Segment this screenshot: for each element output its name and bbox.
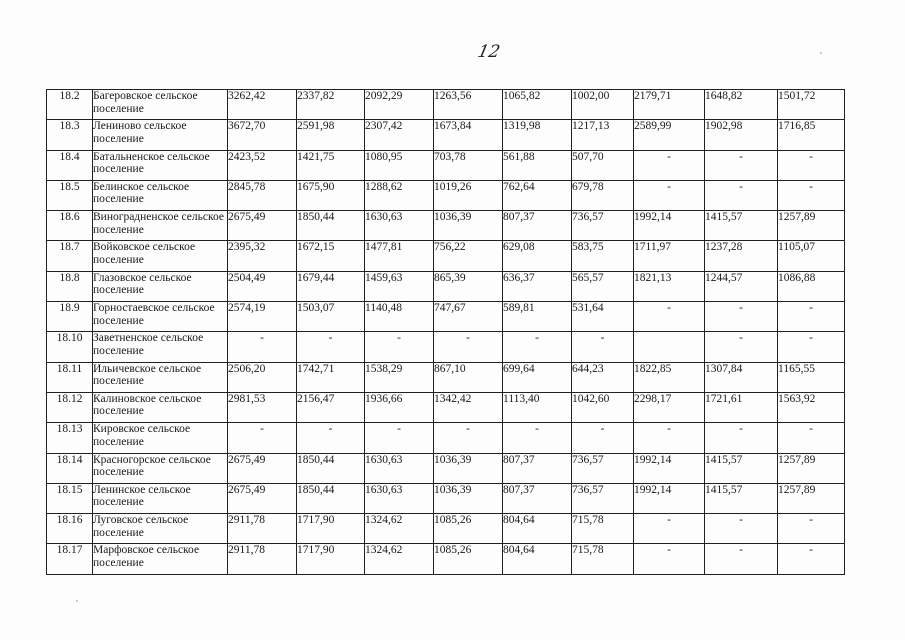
value-cell: 1648,82: [705, 90, 778, 120]
settlement-name: Ильичевское сельское поселение: [93, 362, 228, 392]
value-cell: 1086,88: [778, 271, 845, 301]
value-cell: 1563,92: [778, 392, 845, 422]
value-cell: 1717,90: [297, 514, 365, 544]
value-cell: 1288,62: [365, 180, 434, 210]
settlement-name: Белинское сельское поселение: [93, 180, 228, 210]
value-cell: 636,37: [503, 271, 572, 301]
value-cell: 2307,42: [365, 120, 434, 150]
settlement-name: Ленинское сельское поселение: [93, 483, 228, 513]
value-cell: -: [705, 423, 778, 453]
value-cell: 1742,71: [297, 362, 365, 392]
table-row: [47, 514, 845, 544]
value-cell: 1538,29: [365, 362, 434, 392]
value-cell: -: [778, 514, 845, 544]
value-cell: 2675,49: [228, 211, 297, 241]
table-row: [47, 392, 845, 422]
table-row: [47, 362, 845, 392]
value-cell: 1415,57: [705, 453, 778, 483]
value-cell: 807,37: [503, 483, 572, 513]
value-cell: 561,88: [503, 150, 572, 180]
value-cell: 1459,63: [365, 271, 434, 301]
settlement-name: Калиновское сельское поселение: [93, 392, 228, 422]
row-number: 18.11: [47, 362, 93, 392]
value-cell: 1319,98: [503, 120, 572, 150]
settlement-name: Марфовское сельское поселение: [93, 544, 228, 574]
value-cell: 1263,56: [434, 90, 503, 120]
value-cell: 1140,48: [365, 302, 434, 332]
value-cell: 589,81: [503, 302, 572, 332]
value-cell: -: [365, 332, 434, 362]
value-cell: 2506,20: [228, 362, 297, 392]
row-number: 18.3: [47, 120, 93, 150]
settlement-name: Войковское сельское поселение: [93, 241, 228, 271]
value-cell: 1675,90: [297, 180, 365, 210]
value-cell: 1630,63: [365, 483, 434, 513]
value-cell: 2845,78: [228, 180, 297, 210]
value-cell: 565,57: [572, 271, 634, 301]
value-cell: 699,64: [503, 362, 572, 392]
value-cell: -: [434, 332, 503, 362]
value-cell: 1679,44: [297, 271, 365, 301]
value-cell: 1237,28: [705, 241, 778, 271]
value-cell: -: [228, 423, 297, 453]
value-cell: 2179,71: [634, 90, 705, 120]
value-cell: 736,57: [572, 483, 634, 513]
value-cell: -: [705, 180, 778, 210]
value-cell: 1902,98: [705, 120, 778, 150]
value-cell: 867,10: [434, 362, 503, 392]
value-cell: 1415,57: [705, 211, 778, 241]
value-cell: -: [434, 423, 503, 453]
table-row: [47, 302, 845, 332]
row-number: 18.17: [47, 544, 93, 574]
page-number: 12: [475, 42, 502, 62]
row-number: 18.7: [47, 241, 93, 271]
value-cell: -: [634, 302, 705, 332]
value-cell: -: [572, 423, 634, 453]
value-cell: 1673,84: [434, 120, 503, 150]
value-cell: 1324,62: [365, 544, 434, 574]
value-cell: -: [778, 544, 845, 574]
value-cell: 1065,82: [503, 90, 572, 120]
value-cell: 1721,61: [705, 392, 778, 422]
value-cell: 1165,55: [778, 362, 845, 392]
value-cell: 1630,63: [365, 211, 434, 241]
value-cell: 644,23: [572, 362, 634, 392]
value-cell: 1711,97: [634, 241, 705, 271]
row-number: 18.9: [47, 302, 93, 332]
value-cell: 3262,42: [228, 90, 297, 120]
table-row: [47, 332, 845, 362]
value-cell: -: [705, 514, 778, 544]
value-cell: -: [503, 332, 572, 362]
value-cell: 756,22: [434, 241, 503, 271]
value-cell: -: [705, 302, 778, 332]
value-cell: 2298,17: [634, 392, 705, 422]
value-cell: 762,64: [503, 180, 572, 210]
table-row: [47, 483, 845, 513]
row-number: 18.5: [47, 180, 93, 210]
settlement-name: Виноградненское сельское поселение: [93, 211, 228, 241]
value-cell: 736,57: [572, 211, 634, 241]
value-cell: 736,57: [572, 453, 634, 483]
value-cell: 1085,26: [434, 544, 503, 574]
value-cell: 1307,84: [705, 362, 778, 392]
value-cell: 1415,57: [705, 483, 778, 513]
value-cell: -: [778, 180, 845, 210]
value-cell: 1850,44: [297, 211, 365, 241]
value-cell: -: [634, 180, 705, 210]
row-number: 18.15: [47, 483, 93, 513]
value-cell: -: [297, 423, 365, 453]
value-cell: 1992,14: [634, 211, 705, 241]
value-cell: 1672,15: [297, 241, 365, 271]
value-cell: 804,64: [503, 544, 572, 574]
table-row: [47, 241, 845, 271]
value-cell: 1002,00: [572, 90, 634, 120]
row-number: 18.13: [47, 423, 93, 453]
settlement-name: Горностаевское сельское поселение: [93, 302, 228, 332]
value-cell: -: [634, 150, 705, 180]
value-cell: -: [365, 423, 434, 453]
row-number: 18.2: [47, 90, 93, 120]
value-cell: 2589,99: [634, 120, 705, 150]
value-cell: 583,75: [572, 241, 634, 271]
settlement-name: Багеровское сельское поселение: [93, 90, 228, 120]
value-cell: 1257,89: [778, 453, 845, 483]
value-cell: -: [705, 332, 778, 362]
settlement-name: Красногорское сельское поселение: [93, 453, 228, 483]
value-cell: 1257,89: [778, 483, 845, 513]
value-cell: 2675,49: [228, 483, 297, 513]
value-cell: 1085,26: [434, 514, 503, 544]
value-cell: -: [228, 332, 297, 362]
value-cell: 1936,66: [365, 392, 434, 422]
value-cell: -: [297, 332, 365, 362]
value-cell: 531,64: [572, 302, 634, 332]
value-cell: 507,70: [572, 150, 634, 180]
value-cell: -: [778, 302, 845, 332]
value-cell: 2911,78: [228, 514, 297, 544]
row-number: 18.12: [47, 392, 93, 422]
value-cell: 747,67: [434, 302, 503, 332]
value-cell: 1477,81: [365, 241, 434, 271]
value-cell: 1850,44: [297, 483, 365, 513]
value-cell: 1036,39: [434, 453, 503, 483]
value-cell: 1717,90: [297, 544, 365, 574]
value-cell: -: [634, 423, 705, 453]
value-cell: 2092,29: [365, 90, 434, 120]
value-cell: 1042,60: [572, 392, 634, 422]
value-cell: 1244,57: [705, 271, 778, 301]
value-cell: -: [634, 514, 705, 544]
value-cell: 2911,78: [228, 544, 297, 574]
value-cell: 2981,53: [228, 392, 297, 422]
value-cell: 1217,13: [572, 120, 634, 150]
value-cell: 1716,85: [778, 120, 845, 150]
value-cell: [634, 332, 705, 362]
value-cell: 1822,85: [634, 362, 705, 392]
value-cell: 1850,44: [297, 453, 365, 483]
value-cell: 2337,82: [297, 90, 365, 120]
value-cell: 1019,26: [434, 180, 503, 210]
row-number: 18.14: [47, 453, 93, 483]
row-number: 18.6: [47, 211, 93, 241]
row-number: 18.8: [47, 271, 93, 301]
value-cell: -: [778, 423, 845, 453]
row-number: 18.16: [47, 514, 93, 544]
settlement-name: Луговское сельское поселение: [93, 514, 228, 544]
value-cell: 1342,42: [434, 392, 503, 422]
value-cell: 2395,32: [228, 241, 297, 271]
value-cell: 679,78: [572, 180, 634, 210]
table-body: [47, 90, 845, 575]
row-number: 18.10: [47, 332, 93, 362]
value-cell: -: [634, 544, 705, 574]
scan-speck: [76, 600, 78, 602]
value-cell: 1324,62: [365, 514, 434, 544]
value-cell: 715,78: [572, 544, 634, 574]
table-row: [47, 150, 845, 180]
value-cell: 1501,72: [778, 90, 845, 120]
value-cell: 1421,75: [297, 150, 365, 180]
table-row: [47, 180, 845, 210]
table-row: [47, 423, 845, 453]
table-row: [47, 120, 845, 150]
value-cell: -: [705, 544, 778, 574]
value-cell: 865,39: [434, 271, 503, 301]
settlement-name: Батальненское сельское поселение: [93, 150, 228, 180]
value-cell: 1036,39: [434, 483, 503, 513]
value-cell: 1992,14: [634, 453, 705, 483]
settlement-name: Глазовское сельское поселение: [93, 271, 228, 301]
value-cell: 715,78: [572, 514, 634, 544]
table-row: [47, 544, 845, 574]
settlement-name: Лениново сельское поселение: [93, 120, 228, 150]
value-cell: 2675,49: [228, 453, 297, 483]
value-cell: 1821,13: [634, 271, 705, 301]
table-row: [47, 453, 845, 483]
scan-speck: [820, 52, 822, 54]
value-cell: 1503,07: [297, 302, 365, 332]
table-row: [47, 271, 845, 301]
value-cell: 2423,52: [228, 150, 297, 180]
row-number: 18.4: [47, 150, 93, 180]
value-cell: 1992,14: [634, 483, 705, 513]
value-cell: 703,78: [434, 150, 503, 180]
value-cell: -: [705, 150, 778, 180]
table-row: [47, 211, 845, 241]
settlements-table: [46, 89, 845, 575]
value-cell: 1080,95: [365, 150, 434, 180]
value-cell: 807,37: [503, 453, 572, 483]
value-cell: -: [572, 332, 634, 362]
value-cell: -: [503, 423, 572, 453]
value-cell: 2574,19: [228, 302, 297, 332]
settlement-name: Кировское сельское поселение: [93, 423, 228, 453]
value-cell: -: [778, 150, 845, 180]
value-cell: 629,08: [503, 241, 572, 271]
value-cell: 807,37: [503, 211, 572, 241]
value-cell: 1105,07: [778, 241, 845, 271]
table-row: [47, 90, 845, 120]
value-cell: 2591,98: [297, 120, 365, 150]
value-cell: 1036,39: [434, 211, 503, 241]
value-cell: 2156,47: [297, 392, 365, 422]
settlement-name: Заветненское сельское поселение: [93, 332, 228, 362]
value-cell: 2504,49: [228, 271, 297, 301]
value-cell: 1113,40: [503, 392, 572, 422]
value-cell: 3672,70: [228, 120, 297, 150]
value-cell: 1630,63: [365, 453, 434, 483]
value-cell: 1257,89: [778, 211, 845, 241]
value-cell: -: [778, 332, 845, 362]
value-cell: 804,64: [503, 514, 572, 544]
